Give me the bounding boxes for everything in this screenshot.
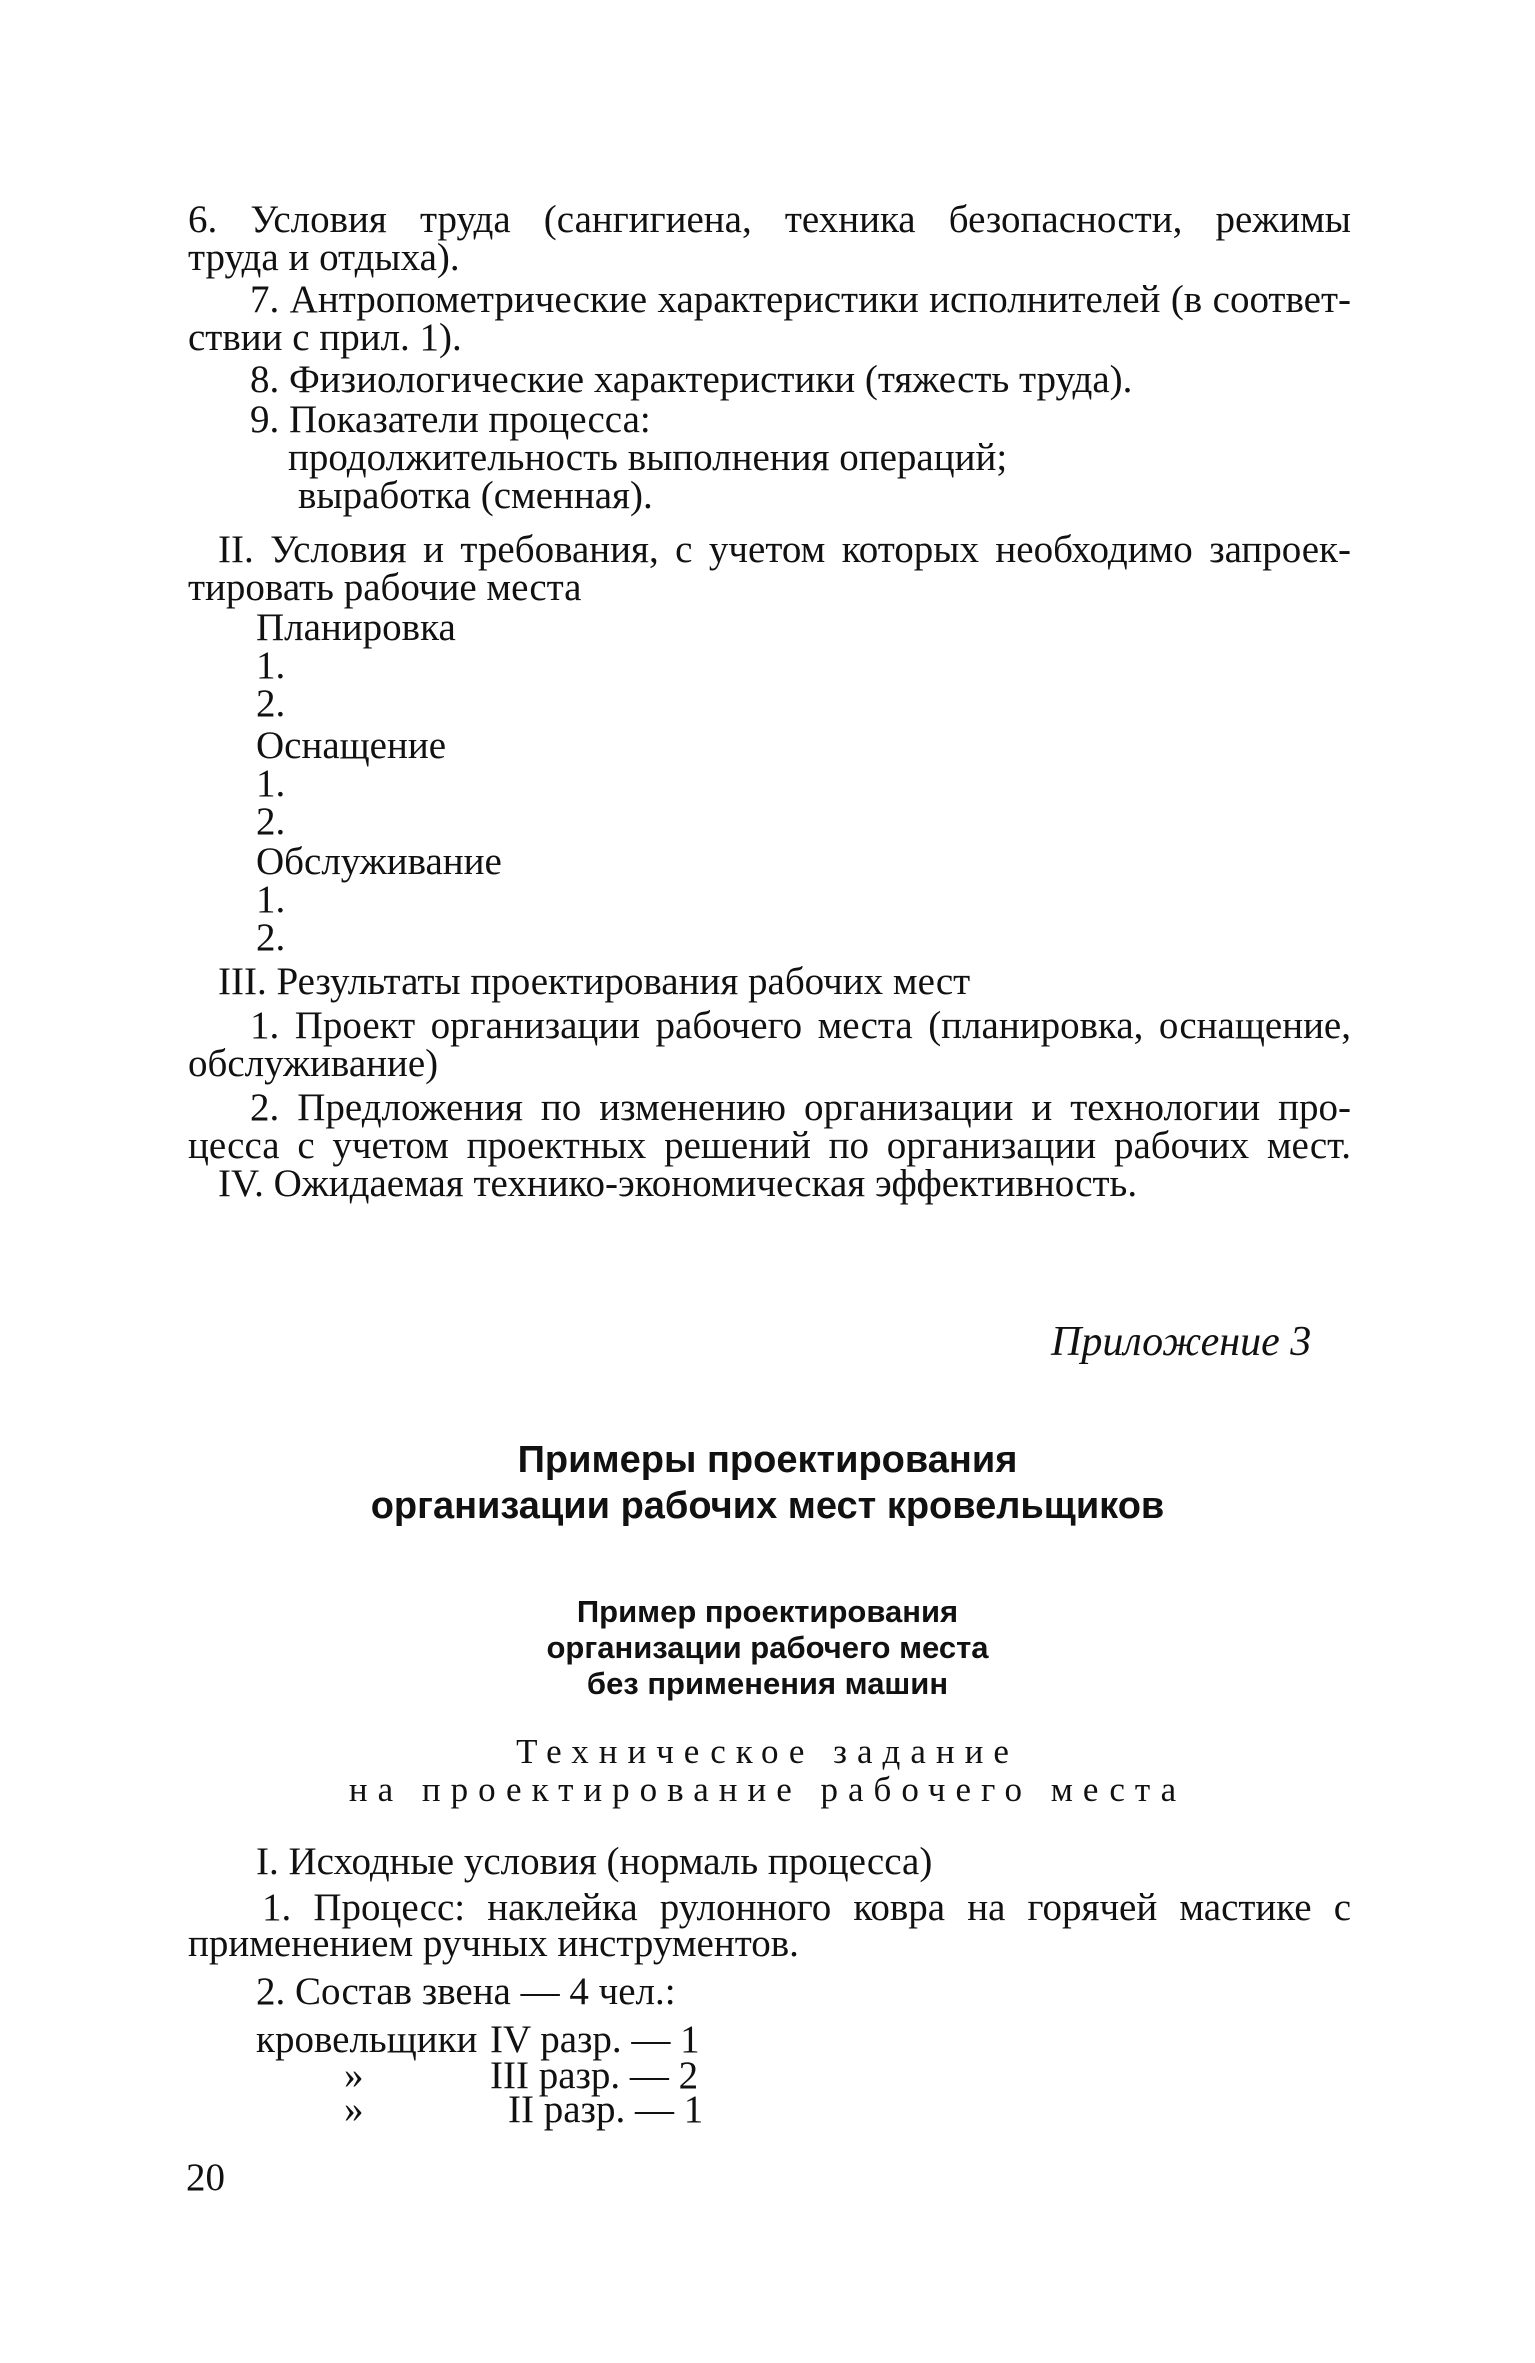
- initial-conditions-heading: I. Исходные условия (нормаль процесса): [256, 1840, 933, 1883]
- process-line-1: 1. Процесс: наклейка рулонного ковра на горячей мастике с: [262, 1886, 1351, 1929]
- section-iii-p2-line-1: 2. Предложения по изменению организации и технологии про-: [250, 1086, 1351, 1129]
- item-7-line-2: ствии с прил. 1).: [188, 316, 462, 359]
- spec-title-line-1: Техническое задание: [516, 1732, 1019, 1771]
- appendix-title-line-2: организации рабочих мест кровельщиков: [370, 1485, 1165, 1527]
- appendix-title-line-1: Примеры проектирования: [517, 1439, 1018, 1481]
- section-ii-heading-line-2: тировать рабочие места: [188, 566, 582, 609]
- group-service-item-1: 1.: [256, 878, 286, 921]
- spec-title-line-2: на проектирование рабочего места: [348, 1770, 1187, 1809]
- crew-name-3: »: [344, 2088, 364, 2131]
- group-service-item-2: 2.: [256, 916, 286, 959]
- group-equipment-item-2: 2.: [256, 800, 286, 843]
- crew-name-2: »: [344, 2054, 364, 2097]
- group-planning-item-2: 2.: [256, 682, 286, 725]
- item-8: 8. Физиологические характеристики (тяжесть труда).: [250, 358, 1133, 401]
- item-9-line-3: выработка (сменная).: [298, 474, 653, 517]
- item-9-line-2: продолжительность выполнения операций;: [288, 436, 1008, 479]
- section-ii-heading-line-1: II. Условия и требования, с учетом которых необходимо запроек-: [218, 528, 1351, 571]
- section-iii-p2-line-2: цесса с учетом проектных решений по организации рабочих мест.: [188, 1124, 1351, 1167]
- group-title-equipment: Оснащение: [256, 724, 447, 767]
- example-subtitle-line-2: организации рабочего места: [546, 1630, 989, 1665]
- item-6-line-2: труда и отдыха).: [188, 236, 460, 279]
- crew-composition: 2. Состав звена — 4 чел.:: [256, 1970, 676, 2013]
- page-number: 20: [186, 2156, 225, 2199]
- section-iii-p1-line-2: обслуживание): [188, 1042, 439, 1085]
- section-iii-heading: III. Результаты проектирования рабочих мест: [218, 960, 971, 1003]
- group-title-planning: Планировка: [256, 606, 456, 649]
- process-line-2: применением ручных инструментов.: [188, 1922, 799, 1965]
- item-7-line-1: 7. Антропометрические характеристики исполнителей (в соответ-: [250, 278, 1351, 321]
- group-equipment-item-1: 1.: [256, 762, 286, 805]
- crew-grade-1: IV разр. — 1: [490, 2018, 700, 2061]
- group-title-service: Обслуживание: [256, 840, 502, 883]
- group-planning-item-1: 1.: [256, 644, 286, 687]
- section-iii-p1-line-1: 1. Проект организации рабочего места (планировка, оснащение,: [250, 1004, 1351, 1047]
- crew-name-1: кровельщики: [256, 2018, 478, 2061]
- example-subtitle-line-1: Пример проектирования: [576, 1594, 959, 1629]
- section-iv-heading: IV. Ожидаемая технико-экономическая эффективность.: [218, 1162, 1138, 1205]
- crew-grade-2: III разр. — 2: [490, 2054, 699, 2097]
- item-6-line-1: 6. Условия труда (сангигиена, техника безопасности, режимы: [188, 198, 1351, 241]
- crew-grade-3: II разр. — 1: [508, 2088, 704, 2131]
- example-subtitle-line-3: без применения машин: [586, 1666, 949, 1701]
- item-9-line-1: 9. Показатели процесса:: [250, 398, 651, 441]
- appendix-label: Приложение 3: [1051, 1319, 1312, 1365]
